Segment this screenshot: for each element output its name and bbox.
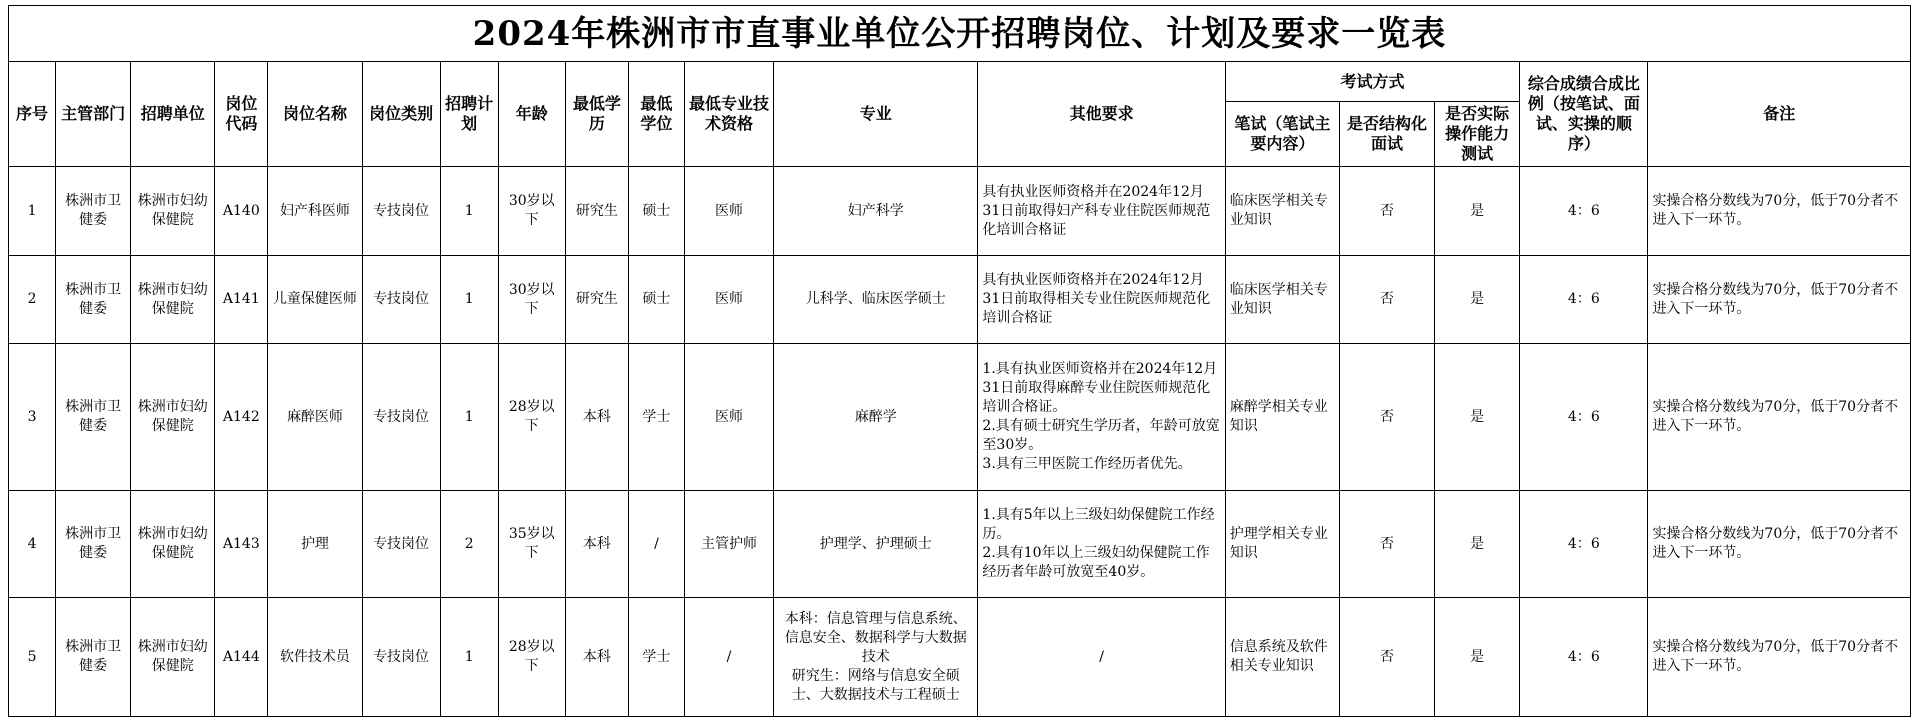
cell-dept: 株洲市卫健委 <box>56 491 131 598</box>
cell-practical: 是 <box>1435 491 1520 598</box>
cell-practical: 是 <box>1435 598 1520 717</box>
cell-seq: 5 <box>9 598 56 717</box>
cell-practical: 是 <box>1435 167 1520 256</box>
cell-code: A143 <box>215 491 268 598</box>
cell-edu: 研究生 <box>565 256 628 344</box>
cell-post: 软件技术员 <box>268 598 362 717</box>
header-category: 岗位类别 <box>362 62 440 167</box>
cell-degree: 硕士 <box>628 256 684 344</box>
cell-age: 28岁以下 <box>498 598 565 717</box>
cell-post: 麻醉医师 <box>268 344 362 491</box>
cell-age: 28岁以下 <box>498 344 565 491</box>
other-requirement-line: 2.具有10年以上三级妇幼保健院工作经历者年龄可放宽至40岁。 <box>982 545 1210 580</box>
other-requirement-line: 具有执业医师资格并在2024年12月31日前取得相关专业住院医师规范化培训合格证 <box>982 272 1211 326</box>
cell-category: 专技岗位 <box>362 256 440 344</box>
cell-plan: 1 <box>440 598 498 717</box>
cell-structured: 否 <box>1339 344 1434 491</box>
cell-plan: 2 <box>440 491 498 598</box>
cell-ratio: 4：6 <box>1520 491 1648 598</box>
cell-major: 麻醉学 <box>774 344 978 491</box>
cell-unit: 株洲市妇幼保健院 <box>131 598 215 717</box>
table-row <box>9 167 1911 256</box>
header-seq: 序号 <box>9 62 56 167</box>
table-row <box>9 491 1911 598</box>
cell-category: 专技岗位 <box>362 167 440 256</box>
table-row <box>9 344 1911 491</box>
header-edu: 最低学历 <box>565 62 628 167</box>
cell-edu: 本科 <box>565 344 628 491</box>
cell-category: 专技岗位 <box>362 491 440 598</box>
other-requirement-line: / <box>1099 648 1104 665</box>
cell-unit: 株洲市妇幼保健院 <box>131 344 215 491</box>
header-practical: 是否实际操作能力测试 <box>1435 102 1520 167</box>
cell-ratio: 4：6 <box>1520 598 1648 717</box>
recruitment-sheet <box>8 5 1911 717</box>
cell-code: A142 <box>215 344 268 491</box>
cell-structured: 否 <box>1339 491 1434 598</box>
header-qual: 最低专业技术资格 <box>684 62 773 167</box>
table-row <box>9 256 1911 344</box>
header-major: 专业 <box>774 62 978 167</box>
cell-seq: 3 <box>9 344 56 491</box>
cell-other <box>978 256 1225 344</box>
cell-major: 护理学、护理硕士 <box>774 491 978 598</box>
cell-post: 儿童保健医师 <box>268 256 362 344</box>
cell-structured: 否 <box>1339 256 1434 344</box>
cell-edu: 本科 <box>565 491 628 598</box>
cell-post: 护理 <box>268 491 362 598</box>
recruitment-table <box>8 61 1911 717</box>
header-row <box>9 62 1911 102</box>
other-requirement-line: 1.具有执业医师资格并在2024年12月31日前取得麻醉专业住院医师规范化培训合格证。 <box>982 361 1218 415</box>
header-ratio: 综合成绩合成比例（按笔试、面试、实操的顺序） <box>1520 62 1648 167</box>
header-other: 其他要求 <box>978 62 1225 167</box>
header-remark: 备注 <box>1648 62 1911 167</box>
cell-qual: 医师 <box>684 256 773 344</box>
cell-major: 儿科学、临床医学硕士 <box>774 256 978 344</box>
cell-degree: 学士 <box>628 344 684 491</box>
cell-practical: 是 <box>1435 344 1520 491</box>
cell-plan: 1 <box>440 167 498 256</box>
cell-remark: 实操合格分数线为70分，低于70分者不进入下一环节。 <box>1648 344 1911 491</box>
cell-major: 妇产科学 <box>774 167 978 256</box>
cell-written: 信息系统及软件相关专业知识 <box>1225 598 1339 717</box>
cell-remark: 实操合格分数线为70分，低于70分者不进入下一环节。 <box>1648 598 1911 717</box>
cell-dept: 株洲市卫健委 <box>56 167 131 256</box>
cell-ratio: 4：6 <box>1520 167 1648 256</box>
cell-written: 麻醉学相关专业知识 <box>1225 344 1339 491</box>
cell-written: 临床医学相关专业知识 <box>1225 167 1339 256</box>
cell-unit: 株洲市妇幼保健院 <box>131 167 215 256</box>
cell-edu: 研究生 <box>565 167 628 256</box>
cell-unit: 株洲市妇幼保健院 <box>131 491 215 598</box>
cell-remark: 实操合格分数线为70分，低于70分者不进入下一环节。 <box>1648 256 1911 344</box>
cell-practical: 是 <box>1435 256 1520 344</box>
cell-written: 护理学相关专业知识 <box>1225 491 1339 598</box>
cell-seq: 2 <box>9 256 56 344</box>
cell-structured: 否 <box>1339 598 1434 717</box>
other-requirement-line: 1.具有5年以上三级妇幼保健院工作经历。 <box>982 507 1215 542</box>
header-post: 岗位名称 <box>268 62 362 167</box>
cell-major: 本科：信息管理与信息系统、信息安全、数据科学与大数据技术 研究生：网络与信息安全硕士、大数据技术与工程硕士 <box>774 598 978 717</box>
cell-unit: 株洲市妇幼保健院 <box>131 256 215 344</box>
cell-age: 30岁以下 <box>498 167 565 256</box>
cell-remark: 实操合格分数线为70分，低于70分者不进入下一环节。 <box>1648 491 1911 598</box>
cell-structured: 否 <box>1339 167 1434 256</box>
cell-qual: 医师 <box>684 167 773 256</box>
cell-code: A141 <box>215 256 268 344</box>
cell-degree: 硕士 <box>628 167 684 256</box>
cell-plan: 1 <box>440 344 498 491</box>
page-title: 2024年株洲市市直事业单位公开招聘岗位、计划及要求一览表 <box>8 5 1911 61</box>
header-degree: 最低学位 <box>628 62 684 167</box>
other-requirement-line: 具有执业医师资格并在2024年12月31日前取得妇产科专业住院医师规范化培训合格证 <box>982 183 1211 238</box>
header-unit: 招聘单位 <box>131 62 215 167</box>
cell-code: A144 <box>215 598 268 717</box>
cell-other <box>978 344 1225 491</box>
header-dept: 主管部门 <box>56 62 131 167</box>
cell-remark: 实操合格分数线为70分，低于70分者不进入下一环节。 <box>1648 167 1911 256</box>
cell-seq: 4 <box>9 491 56 598</box>
header-exam: 考试方式 <box>1225 62 1519 102</box>
cell-category: 专技岗位 <box>362 598 440 717</box>
cell-post: 妇产科医师 <box>268 167 362 256</box>
cell-qual: 主管护师 <box>684 491 773 598</box>
header-age: 年龄 <box>498 62 565 167</box>
cell-edu: 本科 <box>565 598 628 717</box>
header-written: 笔试（笔试主要内容） <box>1225 102 1339 167</box>
cell-qual: 医师 <box>684 344 773 491</box>
header-structured: 是否结构化面试 <box>1339 102 1434 167</box>
cell-age: 30岁以下 <box>498 256 565 344</box>
cell-other <box>978 491 1225 598</box>
other-requirement-line: 2.具有硕士研究生学历者，年龄可放宽至30岁。 <box>982 418 1220 453</box>
cell-plan: 1 <box>440 256 498 344</box>
cell-ratio: 4：6 <box>1520 344 1648 491</box>
cell-ratio: 4：6 <box>1520 256 1648 344</box>
table-row <box>9 598 1911 717</box>
cell-category: 专技岗位 <box>362 344 440 491</box>
cell-dept: 株洲市卫健委 <box>56 344 131 491</box>
cell-degree: 学士 <box>628 598 684 717</box>
other-requirement-line: 3.具有三甲医院工作经历者优先。 <box>982 456 1192 472</box>
cell-dept: 株洲市卫健委 <box>56 256 131 344</box>
header-plan: 招聘计划 <box>440 62 498 167</box>
cell-other <box>978 598 1225 717</box>
cell-dept: 株洲市卫健委 <box>56 598 131 717</box>
cell-qual: / <box>684 598 773 717</box>
cell-degree: / <box>628 491 684 598</box>
table-body <box>9 167 1911 717</box>
cell-code: A140 <box>215 167 268 256</box>
cell-age: 35岁以下 <box>498 491 565 598</box>
cell-seq: 1 <box>9 167 56 256</box>
header-code: 岗位代码 <box>215 62 268 167</box>
cell-other <box>978 167 1225 256</box>
cell-written: 临床医学相关专业知识 <box>1225 256 1339 344</box>
